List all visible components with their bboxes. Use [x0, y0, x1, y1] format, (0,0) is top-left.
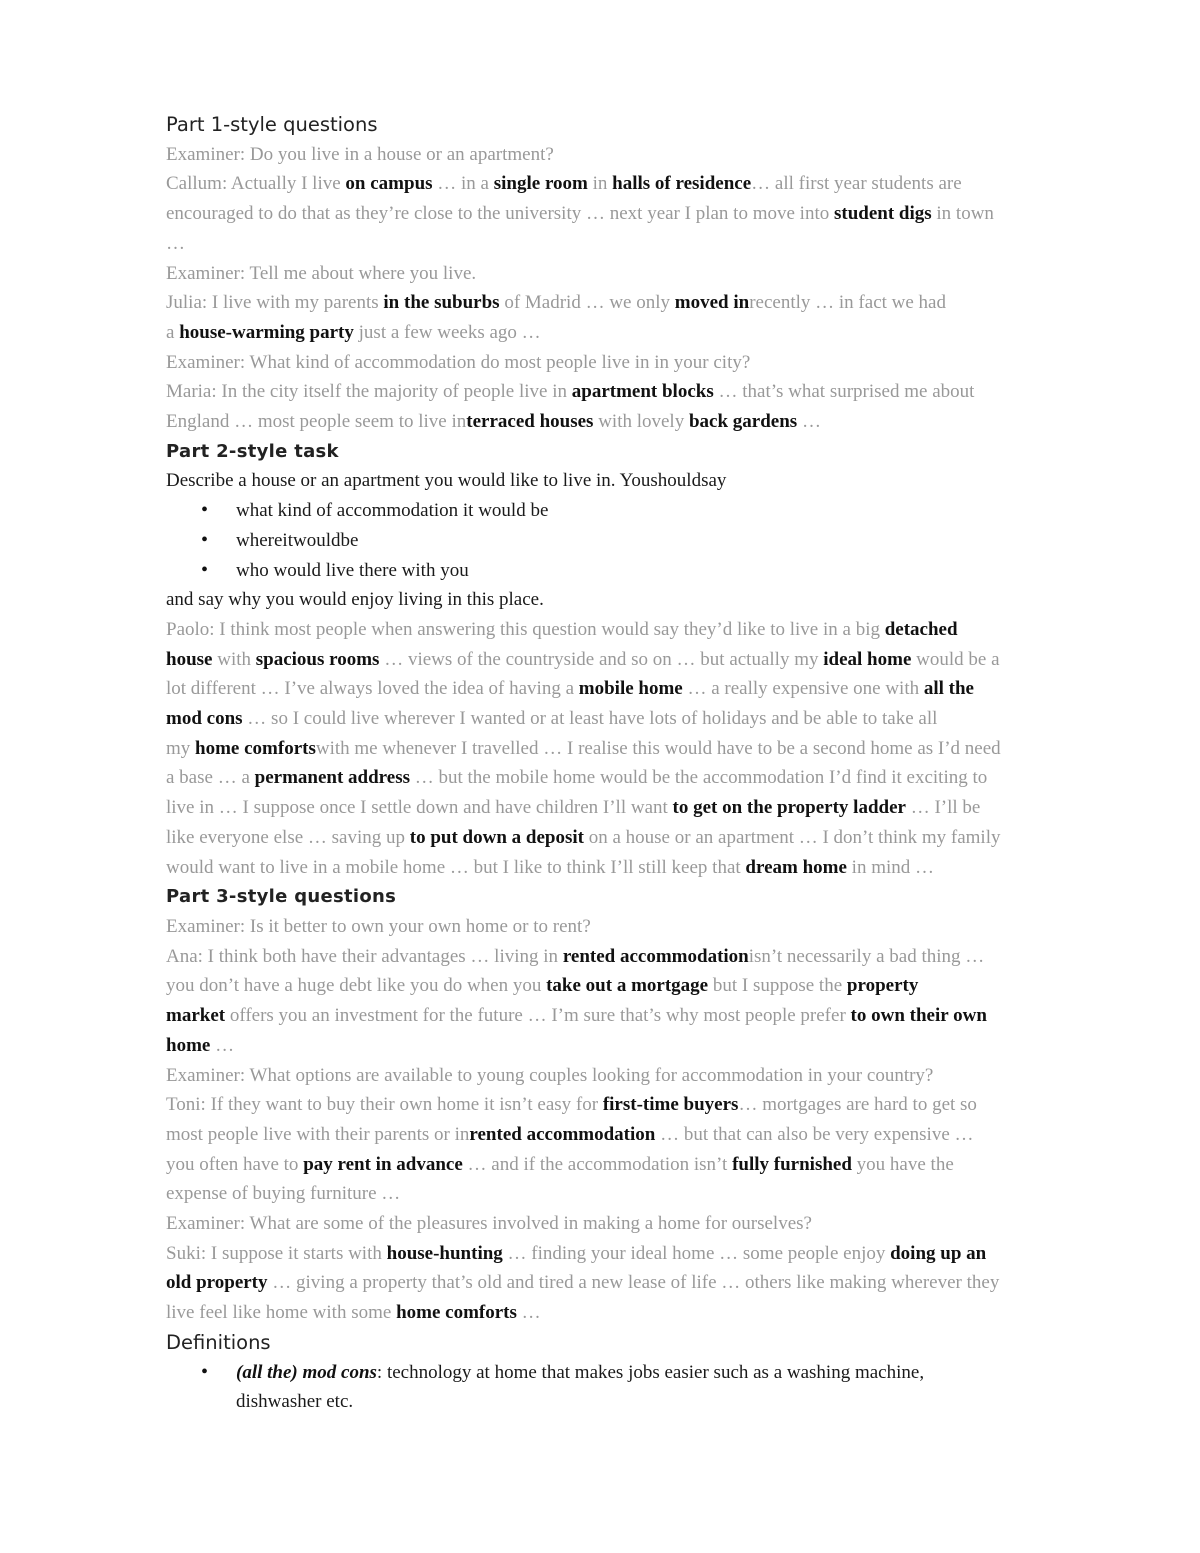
definition-text: : technology at home that makes jobs easier such as a washing machine, — [376, 1361, 925, 1383]
definition-text: dishwasher etc. — [236, 1391, 354, 1413]
part2-intro: Describe a house or an apartment you would like to live in. Youshouldsay — [166, 470, 727, 492]
text-line — [166, 615, 1126, 645]
text-run: with lovely — [593, 411, 689, 433]
text-run: with — [212, 648, 256, 670]
text-run: you often have to — [166, 1153, 304, 1175]
definition-item — [166, 1358, 1126, 1388]
text-line — [166, 912, 1126, 942]
text-run: Paolo: I think most people when answering this question would say they’d like to live in a big — [166, 618, 885, 640]
text-run: … — [516, 1302, 541, 1324]
keyword: house-warming party — [179, 321, 354, 343]
text-line — [166, 199, 1126, 229]
text-run: isn’t necessarily a bad thing … — [748, 945, 985, 967]
text-run: a base … a — [166, 767, 255, 789]
text-line — [166, 734, 1126, 764]
list-item: • who would live there with you — [166, 556, 1126, 586]
text-line — [166, 377, 1126, 407]
text-line — [166, 140, 1126, 170]
text-run: live feel like home with some — [166, 1302, 397, 1324]
keyword: home — [166, 1034, 211, 1056]
keyword: mod cons — [166, 708, 243, 730]
keyword: moved in — [674, 292, 750, 314]
keyword: in the suburbs — [383, 292, 500, 314]
text-run: live in … I suppose once I settle down and have children I’ll want — [166, 797, 673, 819]
text-line — [166, 853, 1126, 883]
text-run: Examiner: What kind of accommodation do most people live in in your city? — [166, 351, 751, 373]
keyword: to put down a deposit — [409, 826, 584, 848]
text-run: you have the — [851, 1153, 954, 1175]
text-line — [166, 1120, 1126, 1150]
text-line — [166, 704, 1126, 734]
part3-heading: Part 3-style questions — [166, 886, 397, 908]
keyword: rented accommodation — [469, 1123, 656, 1145]
text-run: Suki: I suppose it starts with — [166, 1242, 387, 1264]
text-run: Maria: In the city itself the majority of people live in — [166, 381, 572, 403]
text-line — [166, 169, 1126, 199]
keyword: to get on the property ladder — [672, 797, 906, 819]
text-line — [166, 259, 1126, 289]
keyword: old property — [166, 1272, 268, 1294]
text-run: Examiner: Is it better to own your own home or to rent? — [166, 915, 591, 937]
text-run: of Madrid … we only — [499, 292, 675, 314]
text-line — [166, 348, 1126, 378]
text-run: … a really expensive one with — [682, 678, 924, 700]
keyword: property — [846, 975, 919, 997]
keyword: ideal home — [823, 648, 912, 670]
text-run: … in a — [432, 173, 494, 195]
keyword: doing up an — [890, 1242, 987, 1264]
keyword: house — [166, 648, 213, 670]
part1-dialogue — [166, 140, 1126, 437]
list-item: • whereitwouldbe — [166, 526, 1126, 556]
bullet-icon: • — [201, 499, 209, 522]
text-run: Examiner: Tell me about where you live. — [166, 262, 477, 284]
keyword: spacious rooms — [255, 648, 380, 670]
keyword: terraced houses — [466, 411, 594, 433]
text-run: Callum: Actually I live — [166, 173, 346, 195]
text-line — [166, 1179, 1126, 1209]
text-run: Examiner: What options are available to young couples looking for accommodation in your country? — [166, 1064, 934, 1086]
text-line — [166, 1001, 1126, 1031]
keyword: detached — [884, 618, 958, 640]
text-line — [166, 288, 1126, 318]
keyword: home comforts — [195, 737, 316, 759]
text-run: Ana: I think both have their advantages … living in — [166, 945, 563, 967]
keyword: market — [166, 1005, 226, 1027]
text-run: Toni: If they want to buy their own home it isn’t easy for — [166, 1094, 603, 1116]
text-run: you don’t have a huge debt like you do when you — [166, 975, 547, 997]
keyword: take out a mortgage — [546, 975, 709, 997]
keyword: student digs — [833, 203, 932, 225]
text-line — [166, 407, 1126, 437]
text-line — [166, 674, 1126, 704]
text-run: just a few weeks ago … — [353, 321, 541, 343]
text-run: … giving a property that’s old and tired a new lease of life … others like making wherever they — [267, 1272, 1000, 1294]
text-run: … and if the accommodation isn’t — [462, 1153, 733, 1175]
text-line — [166, 793, 1126, 823]
text-run: … that’s what surprised me about — [713, 381, 975, 403]
text-run: expense of buying furniture … — [166, 1183, 401, 1205]
keyword: mobile home — [578, 678, 683, 700]
text-run: England … most people seem to live in — [166, 411, 467, 433]
bullet-icon: • — [201, 558, 209, 581]
text-run: would want to live in a mobile home … but I like to think I’ll still keep that — [166, 856, 746, 878]
text-line — [166, 971, 1126, 1001]
text-run: in town — [931, 203, 994, 225]
text-run: would be a — [911, 648, 1000, 670]
part2-answer — [166, 615, 1126, 882]
text-run: … but that can also be very expensive … — [655, 1123, 974, 1145]
list-item: • what kind of accommodation it would be — [166, 496, 1126, 526]
keyword: dream home — [745, 856, 847, 878]
text-run: … — [797, 411, 821, 433]
keyword: first-time buyers — [602, 1094, 739, 1116]
keyword: permanent address — [254, 767, 410, 789]
text-line — [166, 229, 1126, 259]
text-run: … I’ll be — [905, 797, 981, 819]
keyword: on campus — [345, 173, 433, 195]
text-run: … — [210, 1034, 235, 1056]
keyword: all the — [923, 678, 974, 700]
part2-heading: Part 2-style task — [166, 440, 339, 462]
definition-continuation — [166, 1387, 1126, 1417]
definitions-heading: Definitions — [166, 1330, 271, 1354]
part2-bullet-list — [166, 496, 1126, 585]
text-run: … — [166, 232, 185, 254]
text-line — [166, 1031, 1126, 1061]
keyword: pay rent in advance — [303, 1153, 463, 1175]
text-line — [166, 1239, 1126, 1269]
text-run: recently … in fact we had — [749, 292, 946, 314]
text-run: … all first year students are — [751, 173, 962, 195]
text-line — [166, 318, 1126, 348]
text-run: in — [587, 173, 613, 195]
text-line — [166, 1209, 1126, 1239]
keyword: single room — [493, 173, 588, 195]
text-run: but I suppose the — [708, 975, 847, 997]
text-line — [166, 763, 1126, 793]
text-run: with me whenever I travelled … I realise this would have to be a second home as I’d need — [315, 737, 1001, 759]
text-run: lot different … I’ve always loved the idea of having a — [166, 678, 579, 700]
part2-outro: and say why you would enjoy living in this place. — [166, 589, 544, 611]
text-run: offers you an investment for the future … I’m sure that’s why most people prefer — [225, 1005, 851, 1027]
text-run: … but the mobile home would be the accommodation I’d find it exciting to — [410, 767, 988, 789]
text-run: in mind … — [846, 856, 935, 878]
definitions-list — [166, 1358, 1126, 1417]
keyword: rented accommodation — [562, 945, 749, 967]
keyword: halls of residence — [612, 173, 752, 195]
keyword: home comforts — [396, 1302, 517, 1324]
keyword: back gardens — [688, 411, 798, 433]
text-run: Examiner: Do you live in a house or an apartment? — [166, 143, 554, 165]
text-line — [166, 1298, 1126, 1328]
text-run: … views of the countryside and so on … but actually my — [379, 648, 824, 670]
text-run: on a house or an apartment … I don’t think my family — [583, 826, 1001, 848]
text-line — [166, 823, 1126, 853]
text-line — [166, 1150, 1126, 1180]
keyword: house-hunting — [386, 1242, 503, 1264]
text-line — [166, 645, 1126, 675]
text-line — [166, 942, 1126, 972]
keyword: fully furnished — [732, 1153, 852, 1175]
text-run: encouraged to do that as they’re close to the university … next year I plan to move into — [166, 203, 834, 225]
part3-dialogue — [166, 912, 1126, 1328]
text-run: … finding your ideal home … some people enjoy — [502, 1242, 891, 1264]
bullet-icon: • — [201, 1360, 209, 1383]
part1-heading: Part 1-style questions — [166, 113, 378, 136]
text-line — [166, 1090, 1126, 1120]
keyword: apartment blocks — [571, 381, 714, 403]
keyword: to own their own — [850, 1005, 987, 1027]
text-run: Examiner: What are some of the pleasures involved in making a home for ourselves? — [166, 1213, 812, 1235]
text-line — [166, 1268, 1126, 1298]
bullet-icon: • — [201, 528, 209, 551]
text-run: a — [166, 321, 180, 343]
text-run: Julia: I live with my parents — [166, 292, 384, 314]
text-run: … so I could live wherever I wanted or at least have lots of holidays and be able to take all — [242, 708, 938, 730]
text-run: … mortgages are hard to get so — [738, 1094, 977, 1116]
document-page — [166, 110, 1126, 1417]
text-run: my — [166, 737, 196, 759]
text-line — [166, 1061, 1126, 1091]
text-run: most people live with their parents or in — [166, 1123, 470, 1145]
text-run: like everyone else … saving up — [166, 826, 410, 848]
definition-term: (all the) mod cons — [236, 1361, 377, 1383]
